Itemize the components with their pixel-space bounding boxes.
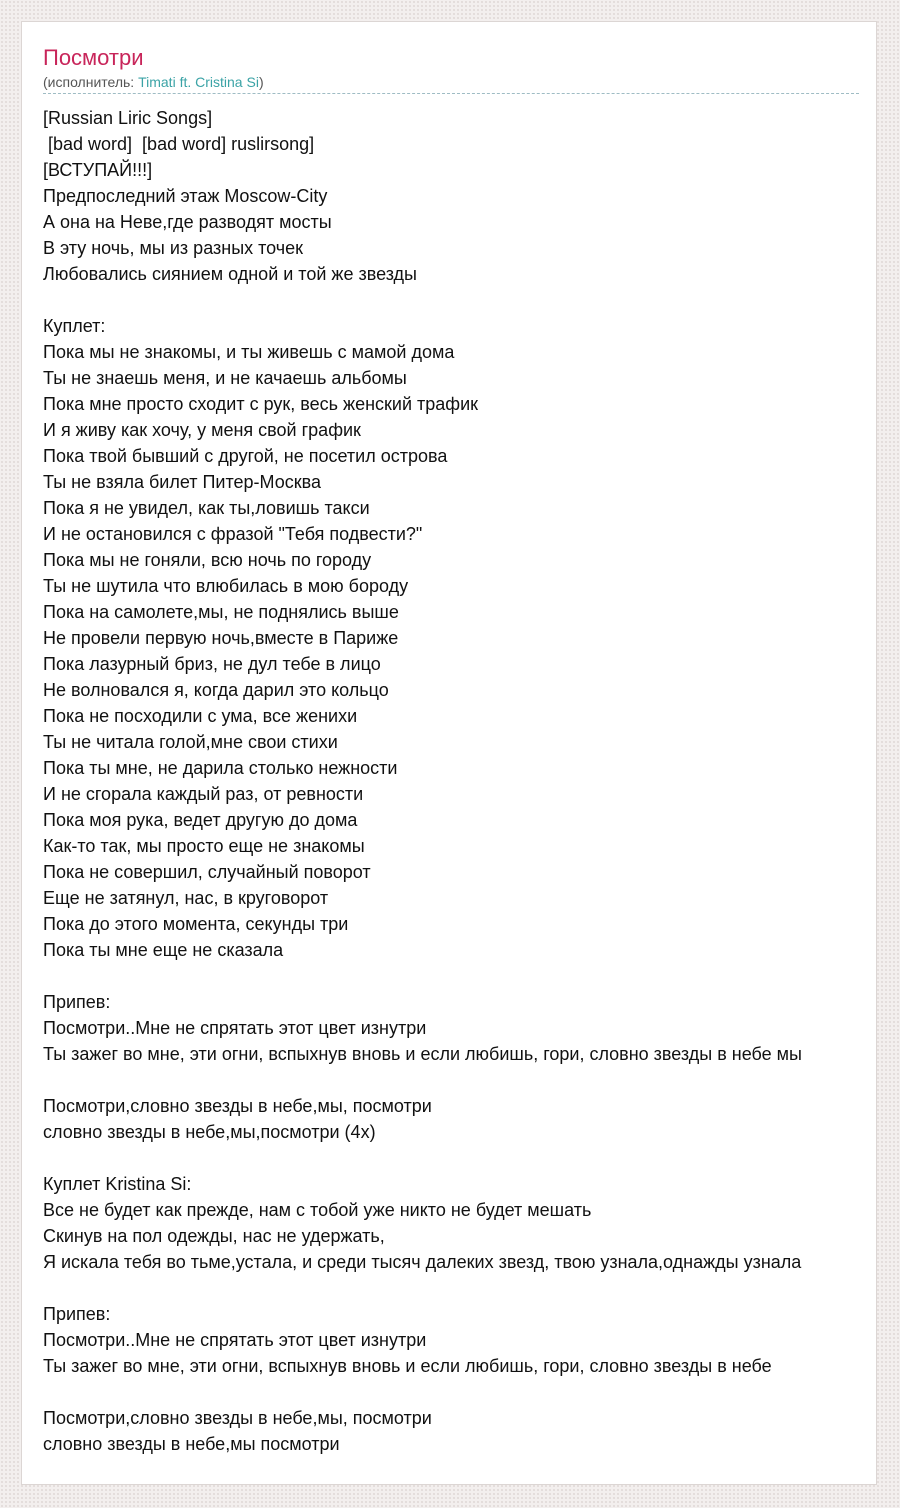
lyric-line: Посмотри,словно звезды в небе,мы, посмотри bbox=[43, 1408, 432, 1428]
lyric-line: Куплет: bbox=[43, 316, 106, 336]
song-title: Посмотри bbox=[43, 45, 144, 70]
lyric-line bbox=[43, 1379, 877, 1405]
lyric-line: Ты не читала голой,мне свои стихи bbox=[43, 732, 338, 752]
lyric-line: Пока ты мне, не дарила столько нежности bbox=[43, 758, 398, 778]
lyric-line: Ты не шутила что влюбилась в мою бороду bbox=[43, 576, 409, 596]
lyric-line: словно звезды в небе,мы посмотри bbox=[43, 1434, 340, 1454]
lyric-line: Пока я не увидел, как ты,ловишь такси bbox=[43, 498, 370, 518]
artist-suffix: ) bbox=[258, 74, 264, 90]
lyric-line: [ВСТУПАЙ!!!] bbox=[43, 160, 153, 180]
artist-link[interactable]: Timati ft. Cristina Si bbox=[138, 74, 259, 90]
lyric-line: И не сгорала каждый раз, от ревности bbox=[43, 784, 364, 804]
title-divider bbox=[43, 93, 859, 94]
lyric-line: Пока мне просто сходит с рук, весь женский трафик bbox=[43, 394, 479, 414]
lyric-line: Любовались сиянием одной и той же звезды bbox=[43, 264, 417, 284]
lyric-line: Припев: bbox=[43, 1304, 111, 1324]
lyric-line: Куплет Kristina Si: bbox=[43, 1174, 192, 1194]
lyric-line: словно звезды в небе,мы,посмотри (4x) bbox=[43, 1122, 376, 1142]
lyric-line: Еще не затянул, нас, в круговорот bbox=[43, 888, 329, 908]
lyric-line: Пока до этого момента, секунды три bbox=[43, 914, 349, 934]
lyric-line: Не провели первую ночь,вместе в Париже bbox=[43, 628, 399, 648]
lyric-line: [Russian Liric Songs] bbox=[43, 108, 213, 128]
lyric-line: Припев: bbox=[43, 992, 111, 1012]
lyric-line: Не волновался я, когда дарил это кольцо bbox=[43, 680, 389, 700]
lyric-line: Посмотри..Мне не спрятать этот цвет изнутри bbox=[43, 1018, 427, 1038]
lyric-line: Пока на самолете,мы, не поднялись выше bbox=[43, 602, 399, 622]
lyric-line: [bad word] [bad word] ruslirsong] bbox=[43, 134, 315, 154]
lyric-line: Пока мы не знакомы, и ты живешь с мамой дома bbox=[43, 342, 455, 362]
lyric-line: Ты зажег во мне, эти огни, вспыхнув вновь и если любишь, гори, словно звезды в небе bbox=[43, 1356, 772, 1376]
lyric-line: Как-то так, мы просто еще не знакомы bbox=[43, 836, 365, 856]
lyrics-card bbox=[21, 21, 877, 1485]
artist-prefix: (исполнитель: bbox=[43, 74, 139, 90]
lyric-line: И я живу как хочу, у меня свой график bbox=[43, 420, 361, 440]
lyric-line bbox=[43, 1067, 877, 1093]
lyric-line: Ты не взяла билет Питер-Москва bbox=[43, 472, 321, 492]
lyric-line: Пока моя рука, ведет другую до дома bbox=[43, 810, 358, 830]
lyric-line: Посмотри..Мне не спрятать этот цвет изнутри bbox=[43, 1330, 427, 1350]
lyric-line: Предпоследний этаж Moscow-City bbox=[43, 186, 328, 206]
lyrics-text bbox=[43, 105, 877, 1457]
lyric-line: И не остановился с фразой "Тебя подвести?" bbox=[43, 524, 423, 544]
lyric-line: Скинув на пол одежды, нас не удержать, bbox=[43, 1226, 385, 1246]
lyric-line: Ты зажег во мне, эти огни, вспыхнув вновь и если любишь, гори, словно звезды в небе мы bbox=[43, 1044, 802, 1064]
artist-line bbox=[43, 72, 264, 92]
lyric-line: Ты не знаешь меня, и не качаешь альбомы bbox=[43, 368, 407, 388]
lyric-line: Посмотри,словно звезды в небе,мы, посмотри bbox=[43, 1096, 432, 1116]
lyric-line bbox=[43, 1145, 877, 1171]
lyric-line: Пока не посходили с ума, все женихи bbox=[43, 706, 358, 726]
lyric-line: В эту ночь, мы из разных точек bbox=[43, 238, 304, 258]
lyric-line: Пока не совершил, случайный поворот bbox=[43, 862, 371, 882]
lyric-line: Пока лазурный бриз, не дул тебе в лицо bbox=[43, 654, 381, 674]
lyric-line: Пока мы не гоняли, всю ночь по городу bbox=[43, 550, 372, 570]
lyric-line bbox=[43, 1275, 877, 1301]
lyric-line: Пока твой бывший с другой, не посетил острова bbox=[43, 446, 448, 466]
lyric-line: Все не будет как прежде, нам с тобой уже никто не будет мешать bbox=[43, 1200, 592, 1220]
lyric-line bbox=[43, 963, 877, 989]
lyric-line: Я искала тебя во тьме,устала, и среди тысяч далеких звезд, твою узнала,однажды узнала bbox=[43, 1252, 802, 1272]
lyric-line bbox=[43, 287, 877, 313]
lyric-line: Пока ты мне еще не сказала bbox=[43, 940, 284, 960]
lyric-line: А она на Неве,где разводят мосты bbox=[43, 212, 332, 232]
